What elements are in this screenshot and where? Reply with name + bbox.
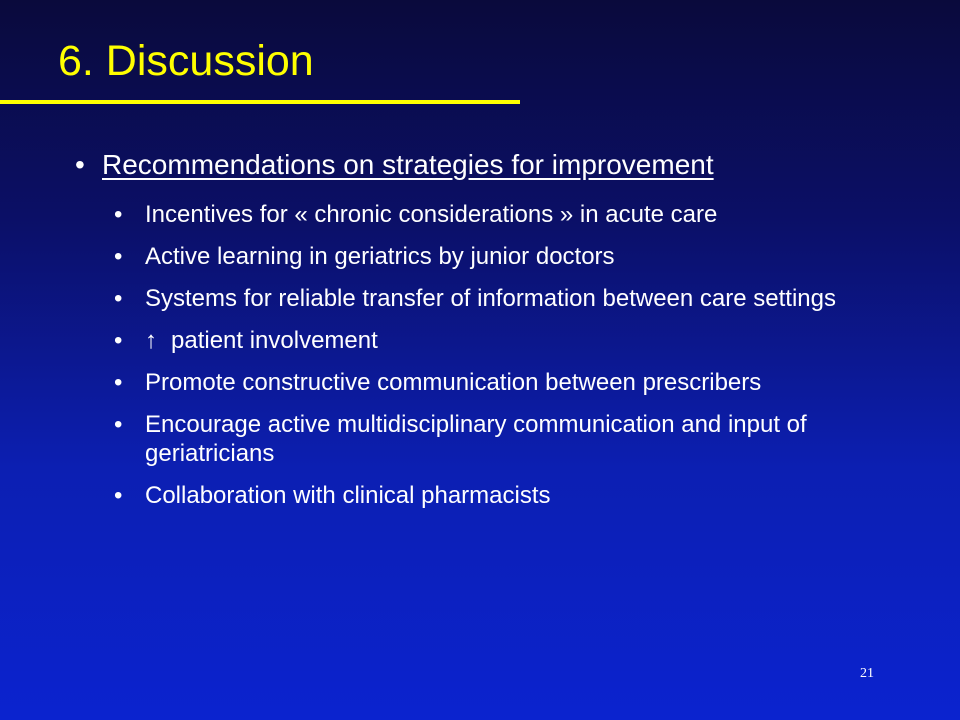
page-number: 21 xyxy=(860,666,874,681)
bullet-dot: • xyxy=(75,149,85,180)
sub-bullet-text: patient involvement xyxy=(171,327,378,354)
bullet-dot: • xyxy=(114,327,123,354)
sub-bullet-item xyxy=(114,368,934,397)
sub-bullet-item xyxy=(114,481,934,510)
bullet-dot: • xyxy=(114,369,123,396)
up-arrow-icon: ↑ xyxy=(145,327,157,354)
sub-bullet-item xyxy=(114,326,934,355)
sub-bullet-item xyxy=(114,284,934,313)
sub-bullet-text: Collaboration with clinical pharmacists xyxy=(145,482,551,509)
sub-bullet-list xyxy=(114,200,934,523)
sub-bullet-text: Promote constructive communication between prescribers xyxy=(145,369,762,396)
bullet-dot: • xyxy=(114,243,123,270)
sub-bullet-text: Active learning in geriatrics by junior doctors xyxy=(145,243,615,270)
sub-bullet-item xyxy=(114,200,934,229)
sub-bullet-text: Incentives for « chronic considerations » in acute care xyxy=(145,201,718,228)
bullet-dot: • xyxy=(114,482,123,509)
sub-bullet-item xyxy=(114,410,934,468)
sub-bullet-text: Encourage active multidisciplinary communication and input of geriatricians xyxy=(145,411,807,467)
bullet-dot: • xyxy=(114,285,123,312)
title-underline-rule xyxy=(0,100,520,104)
main-bullet-text: Recommendations on strategies for improvement xyxy=(102,149,714,180)
bullet-dot: • xyxy=(114,201,123,228)
bullet-dot: • xyxy=(114,411,123,438)
slide-title: 6. Discussion xyxy=(58,37,314,85)
sub-bullet-item xyxy=(114,242,934,271)
main-bullet xyxy=(75,148,714,182)
sub-bullet-text: Systems for reliable transfer of information between care settings xyxy=(145,285,836,312)
